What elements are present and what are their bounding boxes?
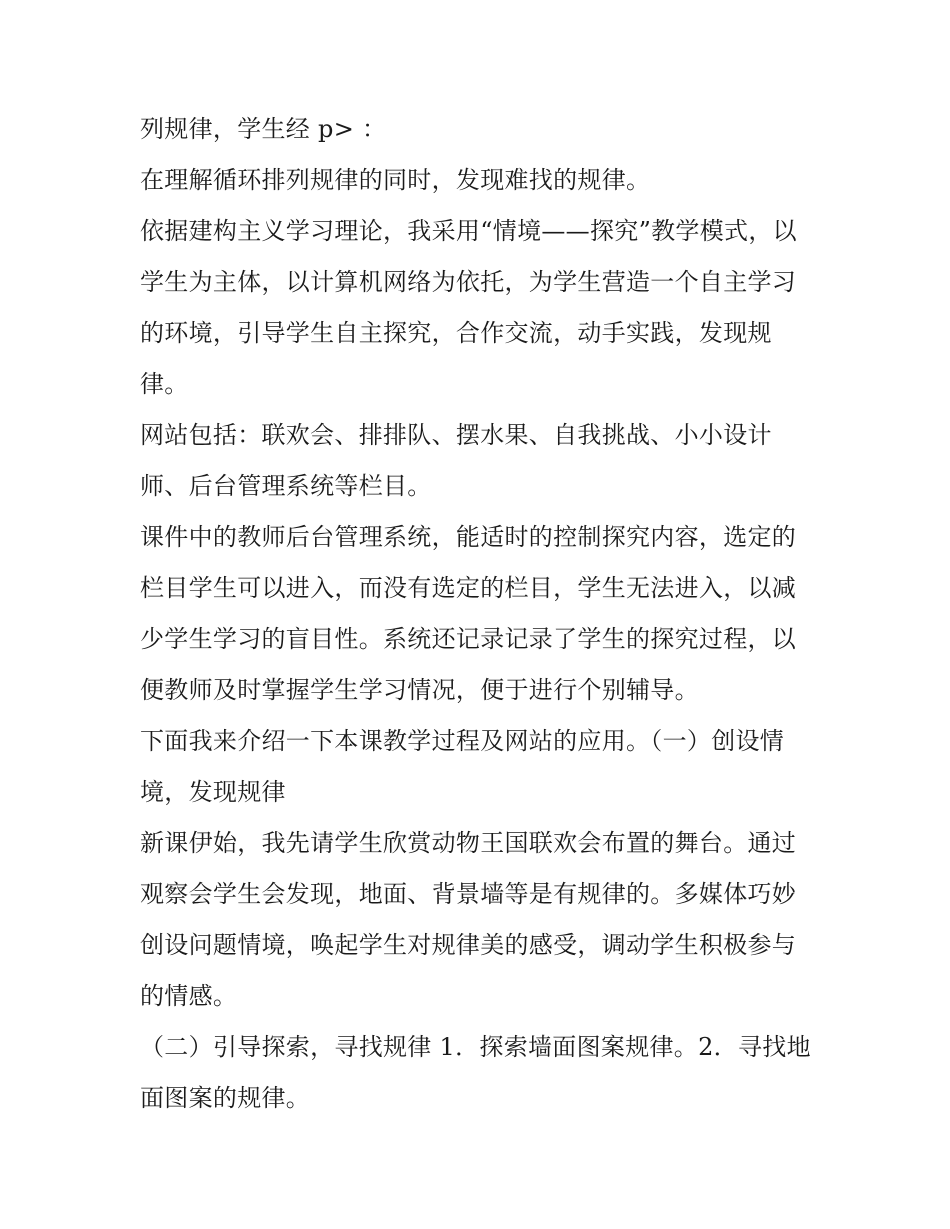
paragraph-teaching-model: 依据建构主义学习理论，我采用“情境——探究”教学模式，以学生为主体，以计算机网络为依托，为学生营造一个自主学习的环境，引导学生自主探究，合作交流，动手实践，发现规律。	[140, 217, 797, 398]
document-body	[140, 104, 812, 1124]
paragraph-new-lesson: 新课伊始，我先请学生欣赏动物王国联欢会布置的舞台。通过观察会学生会发现，地面、背景墙等是有规律的。多媒体巧妙创设问题情境，唤起学生对规律美的感受，调动学生积极参与的情感。	[140, 829, 797, 1010]
paragraph-admin-system: 课件中的教师后台管理系统，能适时的控制探究内容，选定的栏目学生可以进入，而没有选定的栏目，学生无法进入，以减少学生学习的盲目性。系统还记录记录了学生的探究过程，以便教师及时掌握学生学习情况，便于进行个别辅导。	[140, 523, 797, 704]
paragraph-process-intro: 下面我来介绍一下本课教学过程及网站的应用。（一）创设情境，发现规律	[140, 727, 785, 806]
paragraph-understanding: 在理解循环排列规律的同时，发现难找的规律。	[140, 166, 651, 194]
paragraph-website-sections: 网站包括：联欢会、排排队、摆水果、自我挑战、小小设计师、后台管理系统等栏目。	[140, 421, 772, 500]
paragraph-guided-exploration: （二）引导探索，寻找规律 1．探索墙面图案规律。2．寻找地面图案的规律。	[140, 1033, 811, 1112]
paragraph-intro-fragment: 列规律，学生经 p> ：	[140, 115, 387, 143]
